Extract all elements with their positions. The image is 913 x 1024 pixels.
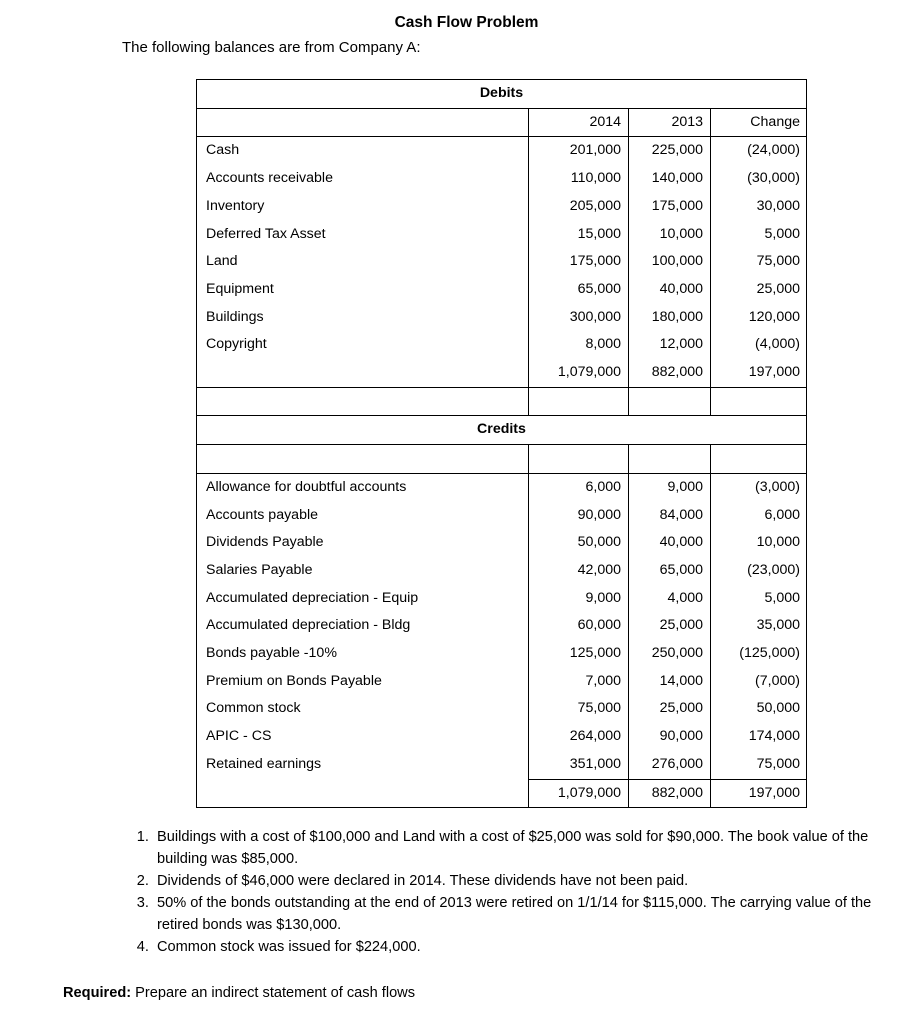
value-2013: 225,000 [629,137,711,165]
debits-total-row [197,359,807,387]
value-2013: 65,000 [629,557,711,585]
value-change: (3,000) [711,473,807,501]
value-2014: 175,000 [529,248,629,276]
value-change: (23,000) [711,557,807,585]
row-label: Bonds payable -10% [197,640,529,668]
table-row [197,473,807,501]
credits-heading: Credits [197,416,807,445]
value-change: 75,000 [711,751,807,779]
value-2014: 90,000 [529,502,629,530]
total-2014: 1,079,000 [529,779,629,808]
value-change: 5,000 [711,221,807,249]
table-row [197,529,807,557]
value-change: 174,000 [711,723,807,751]
value-2013: 90,000 [629,723,711,751]
value-change: 50,000 [711,695,807,723]
total-change: 197,000 [711,359,807,387]
row-label: Accumulated depreciation - Bldg [197,612,529,640]
row-label: Dividends Payable [197,529,529,557]
value-change: 10,000 [711,529,807,557]
table-row [197,137,807,165]
row-label: Cash [197,137,529,165]
total-2013: 882,000 [629,359,711,387]
value-2013: 180,000 [629,304,711,332]
value-2014: 8,000 [529,331,629,359]
value-2013: 25,000 [629,695,711,723]
row-label: Premium on Bonds Payable [197,668,529,696]
required-label: Required: [63,985,132,1001]
row-label: Land [197,248,529,276]
value-2013: 40,000 [629,529,711,557]
value-2013: 10,000 [629,221,711,249]
spacer-row [197,445,807,474]
value-2013: 40,000 [629,276,711,304]
value-2014: 110,000 [529,165,629,193]
value-change: 120,000 [711,304,807,332]
value-2013: 276,000 [629,751,711,779]
row-label: Accumulated depreciation - Equip [197,585,529,613]
table-row [197,331,807,359]
list-item: 1. Buildings with a cost of $100,000 and Land with a cost of $25,000 was sold for $90,000. The book value of the building was $85,000. [153,826,873,870]
row-label: Accounts receivable [197,165,529,193]
value-2013: 100,000 [629,248,711,276]
column-header-2013: 2013 [629,108,711,137]
required-instruction [63,985,415,1001]
row-label: Equipment [197,276,529,304]
credits-total-row [197,779,807,808]
value-change: 35,000 [711,612,807,640]
row-label: Salaries Payable [197,557,529,585]
value-2014: 264,000 [529,723,629,751]
total-2013: 882,000 [629,779,711,808]
value-2014: 9,000 [529,585,629,613]
table-row [197,612,807,640]
value-2014: 15,000 [529,221,629,249]
row-label: Copyright [197,331,529,359]
value-2014: 125,000 [529,640,629,668]
list-item: 3. 50% of the bonds outstanding at the end of 2013 were retired on 1/1/14 for $115,000. The carrying value of the retired bonds was $130,000. [153,892,873,936]
table-row [197,585,807,613]
list-item: 2. Dividends of $46,000 were declared in 2014. These dividends have not been paid. [153,870,873,892]
value-2013: 140,000 [629,165,711,193]
table-row [197,221,807,249]
value-2014: 300,000 [529,304,629,332]
value-2014: 205,000 [529,193,629,221]
value-2014: 60,000 [529,612,629,640]
row-label: Deferred Tax Asset [197,221,529,249]
value-change: (24,000) [711,137,807,165]
value-change: 6,000 [711,502,807,530]
debits-heading: Debits [197,80,807,109]
table-row [197,668,807,696]
page-title: Cash Flow Problem [394,14,539,31]
table-row [197,193,807,221]
value-2013: 25,000 [629,612,711,640]
value-2014: 50,000 [529,529,629,557]
value-2013: 250,000 [629,640,711,668]
table-row [197,248,807,276]
column-header-change: Change [711,108,807,137]
value-change: (4,000) [711,331,807,359]
row-label: Common stock [197,695,529,723]
row-label: APIC - CS [197,723,529,751]
value-2013: 12,000 [629,331,711,359]
required-text: Prepare an indirect statement of cash flows [131,985,416,1001]
value-2013: 4,000 [629,585,711,613]
table-row [197,695,807,723]
value-change: 5,000 [711,585,807,613]
total-change: 197,000 [711,779,807,808]
table-row [197,751,807,779]
value-change: 30,000 [711,193,807,221]
value-2013: 9,000 [629,473,711,501]
value-change: (7,000) [711,668,807,696]
value-2014: 65,000 [529,276,629,304]
spacer-row [197,387,807,416]
table-row [197,640,807,668]
value-2014: 6,000 [529,473,629,501]
table-row [197,165,807,193]
value-change: 25,000 [711,276,807,304]
value-change: 75,000 [711,248,807,276]
value-2014: 7,000 [529,668,629,696]
list-item: 4. Common stock was issued for $224,000. [153,936,873,958]
table-row [197,502,807,530]
value-2013: 175,000 [629,193,711,221]
value-2014: 42,000 [529,557,629,585]
value-2014: 201,000 [529,137,629,165]
total-2014: 1,079,000 [529,359,629,387]
value-2013: 84,000 [629,502,711,530]
table-row [197,723,807,751]
row-label: Inventory [197,193,529,221]
column-header-2014: 2014 [529,108,629,137]
row-label: Allowance for doubtful accounts [197,473,529,501]
value-2013: 14,000 [629,668,711,696]
notes-list [116,826,873,958]
value-change: (30,000) [711,165,807,193]
table-row [197,276,807,304]
row-label: Retained earnings [197,751,529,779]
table-row [197,557,807,585]
row-label: Accounts payable [197,502,529,530]
intro-text: The following balances are from Company A: [122,39,421,56]
column-header-row [197,108,807,137]
table-row [197,304,807,332]
balances-table [196,79,807,808]
value-change: (125,000) [711,640,807,668]
row-label: Buildings [197,304,529,332]
value-2014: 351,000 [529,751,629,779]
value-2014: 75,000 [529,695,629,723]
